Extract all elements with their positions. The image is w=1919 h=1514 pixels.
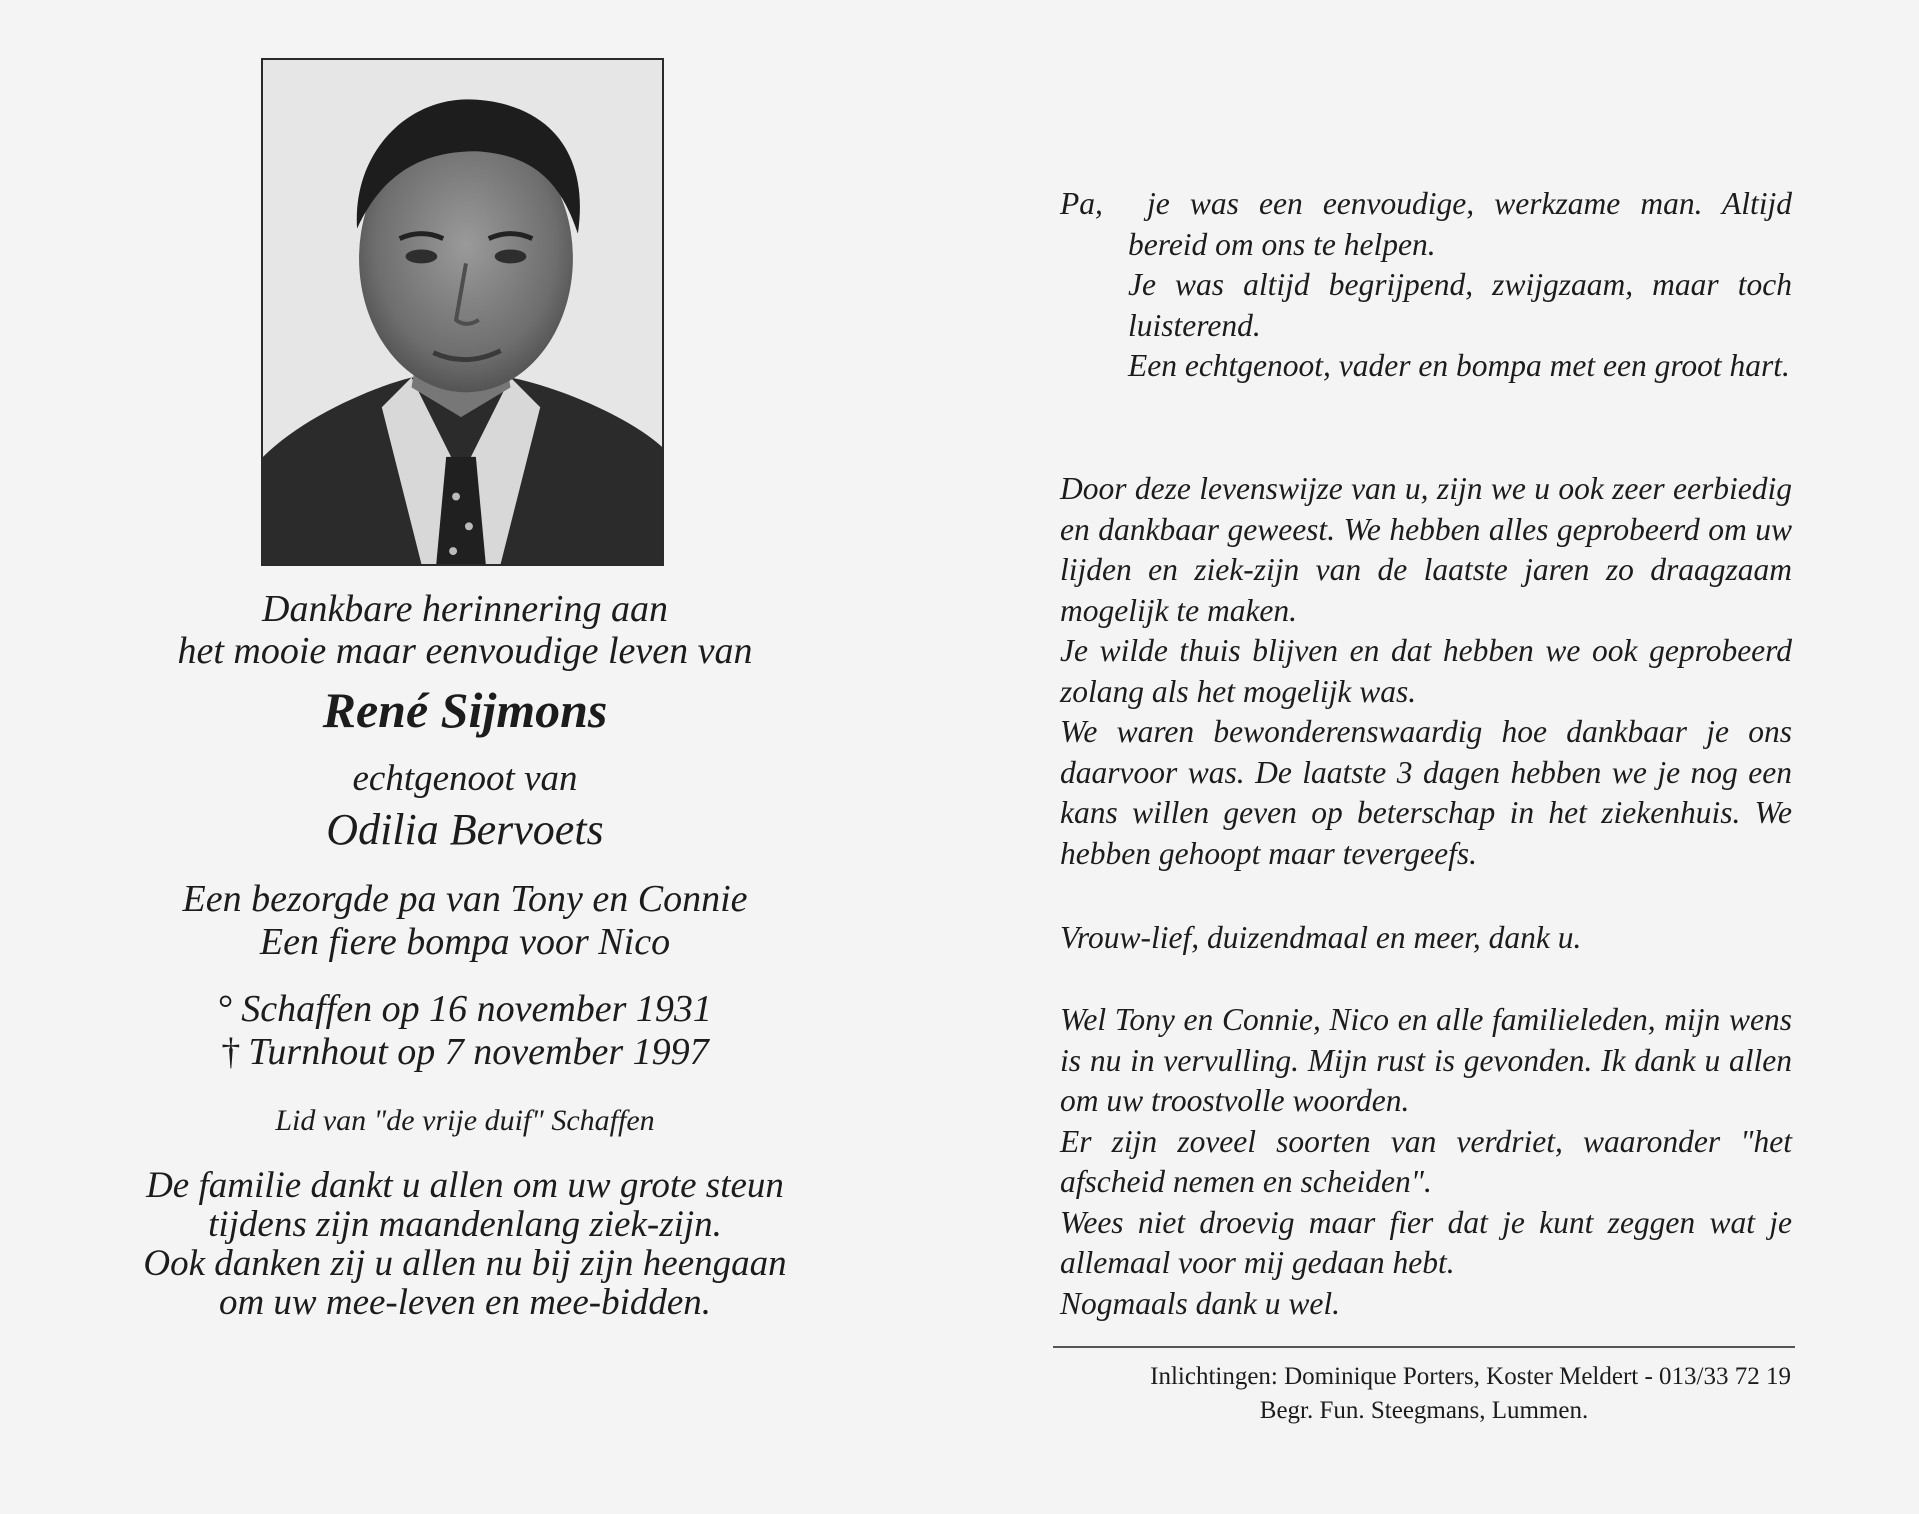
thanks-line-2: tijdens zijn maandenlang ziek-zijn. bbox=[208, 1204, 722, 1245]
funeral-director: Begr. Fun. Steegmans, Lummen. bbox=[1259, 1397, 1589, 1424]
tribute-line: Door deze levenswijze van u, zijn we u ook zeer eerbiedig en dankbaar geweest. We hebben alles geprobeerd om uw lijden en ziek-zijn van de laatste jaren zo draagzaam mogelijk te maken. bbox=[1060, 471, 1792, 628]
footer-divider bbox=[1053, 1346, 1795, 1348]
tribute-lead: Pa, bbox=[1060, 186, 1103, 221]
portrait-illustration bbox=[263, 60, 662, 564]
tribute-paragraph-4 bbox=[1060, 1000, 1792, 1324]
tribute-line: Nogmaals dank u wel. bbox=[1060, 1285, 1340, 1321]
tribute-line: Er zijn zoveel soorten van verdriet, waaronder "het afscheid nemen en scheiden". bbox=[1060, 1123, 1792, 1199]
tribute-first-line bbox=[1060, 184, 1792, 225]
tribute-paragraph-1 bbox=[1060, 184, 1792, 387]
birth-text: Schaffen op 16 november 1931 bbox=[241, 988, 712, 1030]
deceased-name: René Sijmons bbox=[322, 682, 608, 738]
tribute-paragraph-3 bbox=[1060, 918, 1792, 959]
tribute-line: We waren bewonderenswaardig hoe dankbaar je ons daarvoor was. De laatste 3 dagen hebben we je nog een kans willen geven op beterschap in het ziekenhuis. We hebben gehoopt maar tevergeefs. bbox=[1060, 714, 1792, 871]
spouse-relation: echtgenoot van bbox=[352, 758, 578, 799]
tribute-line: Wel Tony en Connie, Nico en alle familieleden, mijn wens is nu in vervulling. Mijn rust is gevonden. Ik dank u allen om uw troostvolle woorden. bbox=[1060, 1002, 1792, 1118]
tribute-line: Vrouw-lief, duizendmaal en meer, dank u. bbox=[1060, 920, 1582, 955]
tribute-indented-lines bbox=[1060, 225, 1792, 387]
cross-icon: † bbox=[221, 1031, 241, 1073]
membership-line: Lid van "de vrije duif" Schaffen bbox=[275, 1104, 655, 1137]
contact-info: Inlichtingen: Dominique Porters, Koster Meldert - 013/33 72 19 bbox=[1150, 1363, 1791, 1390]
remembrance-intro bbox=[100, 588, 830, 672]
death-line bbox=[100, 1031, 830, 1074]
tribute-paragraph-2 bbox=[1060, 469, 1792, 874]
tribute-line: Je was altijd begrijpend, zwijgzaam, maar toch luisterend. bbox=[1128, 267, 1792, 343]
thanks-line-4: om uw mee-leven en mee-bidden. bbox=[218, 1282, 712, 1323]
thanks-line-1: De familie dankt u allen om uw grote steun bbox=[146, 1165, 784, 1206]
tribute-line: bereid om ons te helpen. bbox=[1128, 226, 1436, 262]
footer-info bbox=[1053, 1360, 1795, 1428]
tribute-line: Je wilde thuis blijven en dat hebben we ook geprobeerd zolang als het mogelijk was. bbox=[1060, 633, 1792, 709]
death-text: Turnhout op 7 november 1997 bbox=[248, 1031, 709, 1073]
tribute-first-text: je was een eenvoudige, werkzame man. Altijd bbox=[1147, 186, 1792, 221]
life-dates bbox=[100, 988, 830, 1074]
family-line-2: Een fiere bompa voor Nico bbox=[259, 921, 671, 963]
family-lines bbox=[100, 878, 830, 964]
birth-line bbox=[100, 988, 830, 1031]
intro-line-2: het mooie maar eenvoudige leven van bbox=[177, 630, 753, 672]
thanks-line-3: Ook danken zij u allen nu bij zijn heengaan bbox=[143, 1243, 787, 1284]
family-thanks bbox=[100, 1166, 830, 1322]
tribute-line: Een echtgenoot, vader en bompa met een groot hart. bbox=[1128, 348, 1790, 383]
tribute-line: Wees niet droevig maar fier dat je kunt zeggen wat je allemaal voor mij gedaan hebt. bbox=[1060, 1204, 1792, 1280]
portrait-photo bbox=[261, 58, 664, 566]
spouse-name: Odilia Bervoets bbox=[326, 805, 604, 854]
family-line-1: Een bezorgde pa van Tony en Connie bbox=[182, 878, 748, 920]
birth-mark-icon: ° bbox=[218, 988, 234, 1030]
intro-line-1: Dankbare herinnering aan bbox=[262, 588, 668, 630]
